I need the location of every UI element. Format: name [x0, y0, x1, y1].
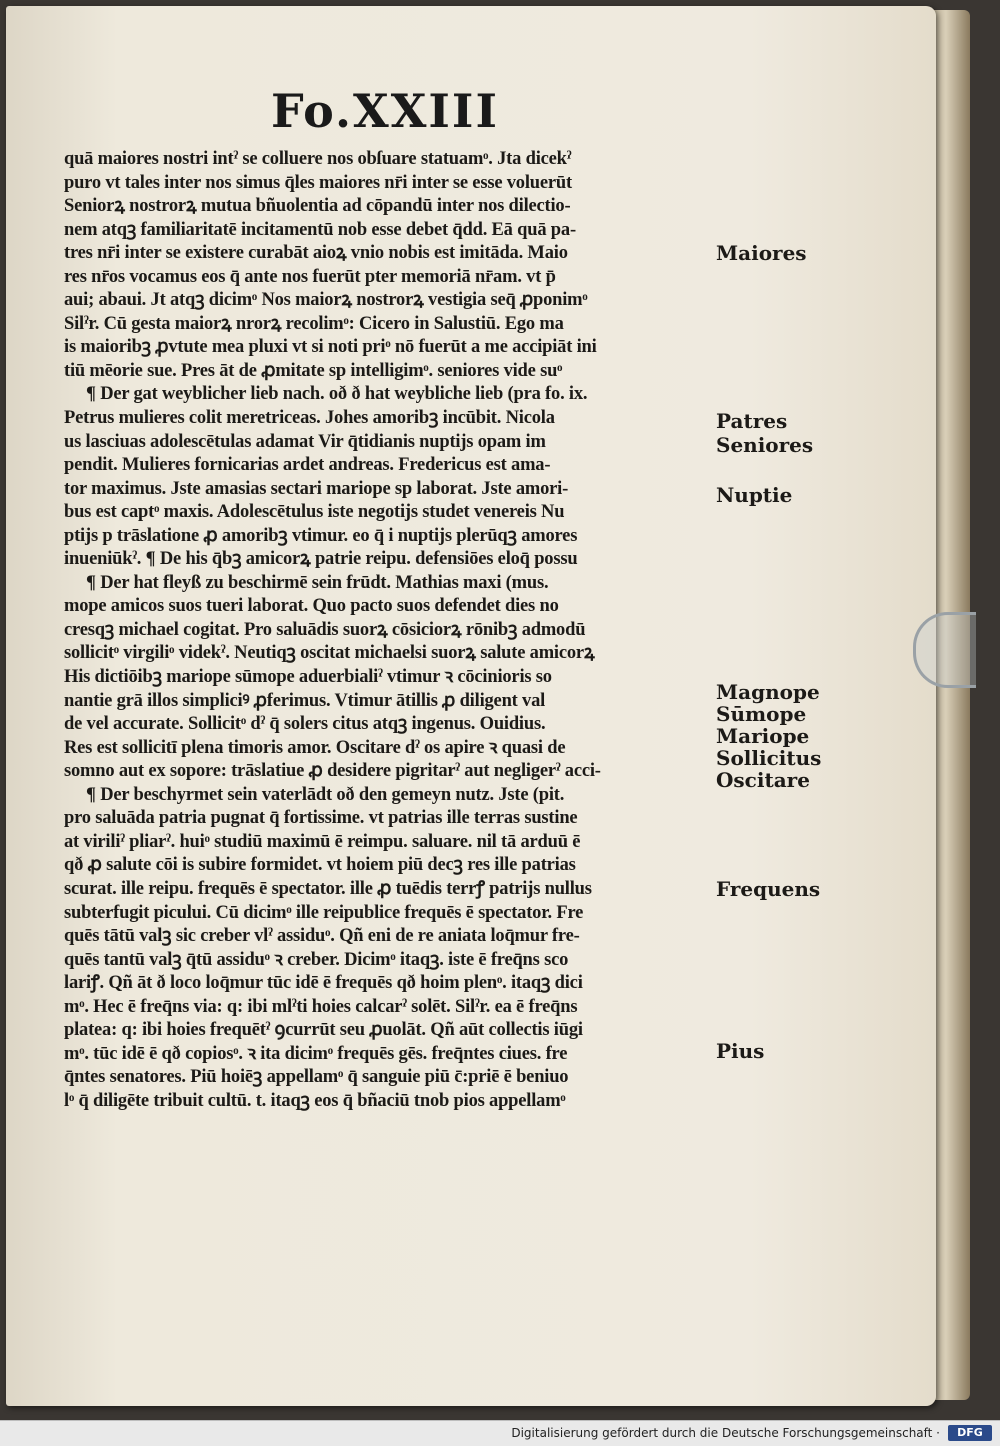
text-line: bus est captᵒ maxis. Adolescētulus iste negotijs studet venereis Nu	[64, 502, 565, 523]
text-line: lᵒ q̄ diligēte tribuit cultū. t. itaqꝫ eos q̄ bñaciū tnob pios appellamᵒ	[64, 1090, 566, 1111]
text-line: tres nr̄i inter se existere curabāt aioꝝ vnio nobis est imitāda. Maio	[64, 243, 568, 264]
margin-note-nuptie: Nuptie	[716, 483, 793, 507]
text-line: nantie grā illos simpliciꝰ ꝓferimus. Vtimur ātillis ꝓ diligent val	[64, 690, 546, 711]
text-line: at viriliˀ pliarˀ. huiᵒ studiū maximū ē reimpu. saluare. nil tā arduū ē	[64, 831, 581, 852]
margin-note-magnope: Magnope	[716, 680, 820, 704]
text-line: ¶ Der beschyrmet sein vaterlādt oð den gemeyn nutz. Jste (pit.	[86, 784, 565, 805]
margin-note-oscitare: Oscitare	[716, 768, 810, 792]
text-line: mᵒ. tūc idē ē qð copiosᵒ. ꝛ ita dicimᵒ frequēs gēs. freq̄ntes ciues. fre	[64, 1043, 568, 1064]
margin-note-sumope: Sūmope	[716, 702, 807, 726]
margin-note-mariope: Mariope	[716, 724, 810, 748]
folio-number: Fo.XXIII	[271, 84, 499, 138]
text-line: Res est sollicitī plena timoris amor. Oscitare dˀ os apire ꝛ quasi de	[64, 737, 566, 758]
text-line: inueniūkˀ. ¶ De his q̄bꝫ amicorꝝ patrie reipu. defensiōes eloq̄ possu	[64, 549, 578, 570]
text-line: tor maximus. Jste amasias sectari mariope sp laborat. Jste amori-	[64, 478, 569, 499]
text-line: quēs tantū valꝫ q̄tū assiduᵒ ꝛ creber. Dicimᵒ itaqꝫ. iste ē freq̄ns sco	[64, 949, 569, 970]
text-line: nem atqꝫ familiaritatē incitamentū nob esse debet q̄dd. Eā quā pa-	[64, 219, 576, 240]
text-line: pro saluāda patria pugnat q̄ fortissime. vt patrias ille terras sustine	[64, 808, 578, 829]
text-line: sollicitᵒ virgiliᵒ videkˀ. Neutiqꝫ oscitat michaelsi suorꝝ salute amicorꝝ	[64, 643, 595, 664]
page-stack-edge	[930, 10, 970, 1400]
book-page	[6, 6, 936, 1406]
text-line: tiū mēorie sue. Pres āt de ꝓmitate sp intelligimᵒ. seniores vide suᵒ	[64, 360, 563, 381]
margin-note-seniores: Seniores	[716, 433, 814, 457]
text-line: quā maiores nostri intˀ se colluere nos obſuare statuamᵒ. Jta dicekˀ	[64, 149, 572, 169]
dfg-logo: DFG	[948, 1425, 992, 1441]
text-line: mope amicos suos tueri laborat. Quo pacto suos defendet dies no	[64, 596, 559, 617]
text-line: ¶ Der hat fleyß zu beschirmē sein frūdt. Mathias maxi (mus.	[86, 572, 549, 593]
footer-credit: Digitalisierung gefördert durch die Deutsche Forschungsgemeinschaft ·	[511, 1426, 940, 1440]
text-line: us lasciuas adolescētulas adamat Vir q̄tidianis nuptijs opam im	[64, 431, 546, 452]
text-line: scurat. ille reipu. frequēs ē spectator. ille ꝓ tuēdis terrꝭ patrijs nullus	[64, 878, 592, 899]
text-line: pendit. Mulieres fornicarias ardet andreas. Fredericus est ama-	[64, 455, 551, 476]
footer-bar	[0, 1420, 1000, 1446]
text-line: subterfugit picului. Cū dicimᵒ ille reipublice frequēs ē spectator. Fre	[64, 902, 584, 923]
text-line: res nr̄os vocamus eos q̄ ante nos fuerūt pter memoriā nr̄am. vt p̄	[64, 266, 556, 287]
text-line: q̄ntes senatores. Piū hoiēꝫ appellamᵒ q̄ sanguie piū c̄:priē ē beniuo	[64, 1067, 569, 1088]
text-line: Petrus mulieres colit meretriceas. Johes amoribꝫ incūbit. Nicola	[64, 408, 555, 429]
text-line: platea: q: ibi hoies frequētˀ ꝯcurrūt seu ꝓuolāt. Qñ aūt collectis iūgi	[64, 1020, 583, 1041]
text-line: aui; abaui. Jt atqꝫ dicimᵒ Nos maiorꝝ nostrorꝝ vestigia seq̄ ꝓponimᵒ	[64, 290, 588, 311]
text-line: lariꝭ. Qñ āt ð loco loq̄mur tūc idē ē frequēs qð hoim plenᵒ. itaqꝫ dici	[64, 973, 583, 994]
text-line: cresqꝫ michael cogitat. Pro saluādis suorꝝ cōsiciorꝝ rōnibꝫ admodū	[64, 619, 586, 640]
text-line: Silˀr. Cū gesta maiorꝝ nrorꝝ recolimᵒ: Cicero in Salustiū. Ego ma	[64, 313, 564, 334]
margin-note-patres: Patres	[716, 409, 788, 433]
text-line: Seniorꝝ nostrorꝝ mutua bñuolentia ad cōpandū inter nos dilectio-	[64, 196, 571, 217]
margin-note-pius: Pius	[716, 1039, 765, 1063]
text-line: is maioribꝫ ꝓvtute mea pluxi vt si noti priᵒ nō fuerūt a me accipiāt ini	[64, 337, 597, 358]
body-text	[64, 148, 714, 1113]
text-line: somno aut ex sopore: trāslatiue ꝓ desidere pigritarˀ aut negligerˀ acci-	[64, 761, 601, 782]
text-line: quēs tātū valꝫ sic creber vlˀ assiduᵒ. Qñ eni de re aniata loq̄mur fre-	[64, 926, 580, 947]
text-line: puro vt tales inter nos simus q̄les maiores nr̄i inter se esse voluerūt	[64, 172, 572, 193]
margin-note-sollicitus: Sollicitus	[716, 746, 822, 770]
paper-clip	[913, 612, 976, 688]
text-line: de vel accurate. Sollicitᵒ dˀ q̄ solers citus atqꝫ ingenus. Ouidius.	[64, 714, 546, 735]
margin-note-frequens: Frequens	[716, 877, 821, 901]
text-line: ptijs p trāslatione ꝓ amoribꝫ vtimur. eo q̄ i nuptijs plerūqꝫ amores	[64, 525, 578, 546]
text-line: His dictiōibꝫ mariope sūmope aduerbialiˀ vtimur ꝛ cōcinioris so	[64, 667, 552, 688]
text-line: qð ꝓ salute cōi is subire formidet. vt hoiem piū decꝫ res ille patrias	[64, 855, 576, 876]
text-line: mᵒ. Hec ē freq̄ns via: q: ibi mlˀti hoies calcarˀ solēt. Silˀr. ea ē freq̄ns	[64, 996, 578, 1017]
margin-note-maiores: Maiores	[716, 241, 807, 265]
text-line: ¶ Der gat weyblicher lieb nach. oð ð hat weybliche lieb (pra fo. ix.	[86, 384, 588, 405]
